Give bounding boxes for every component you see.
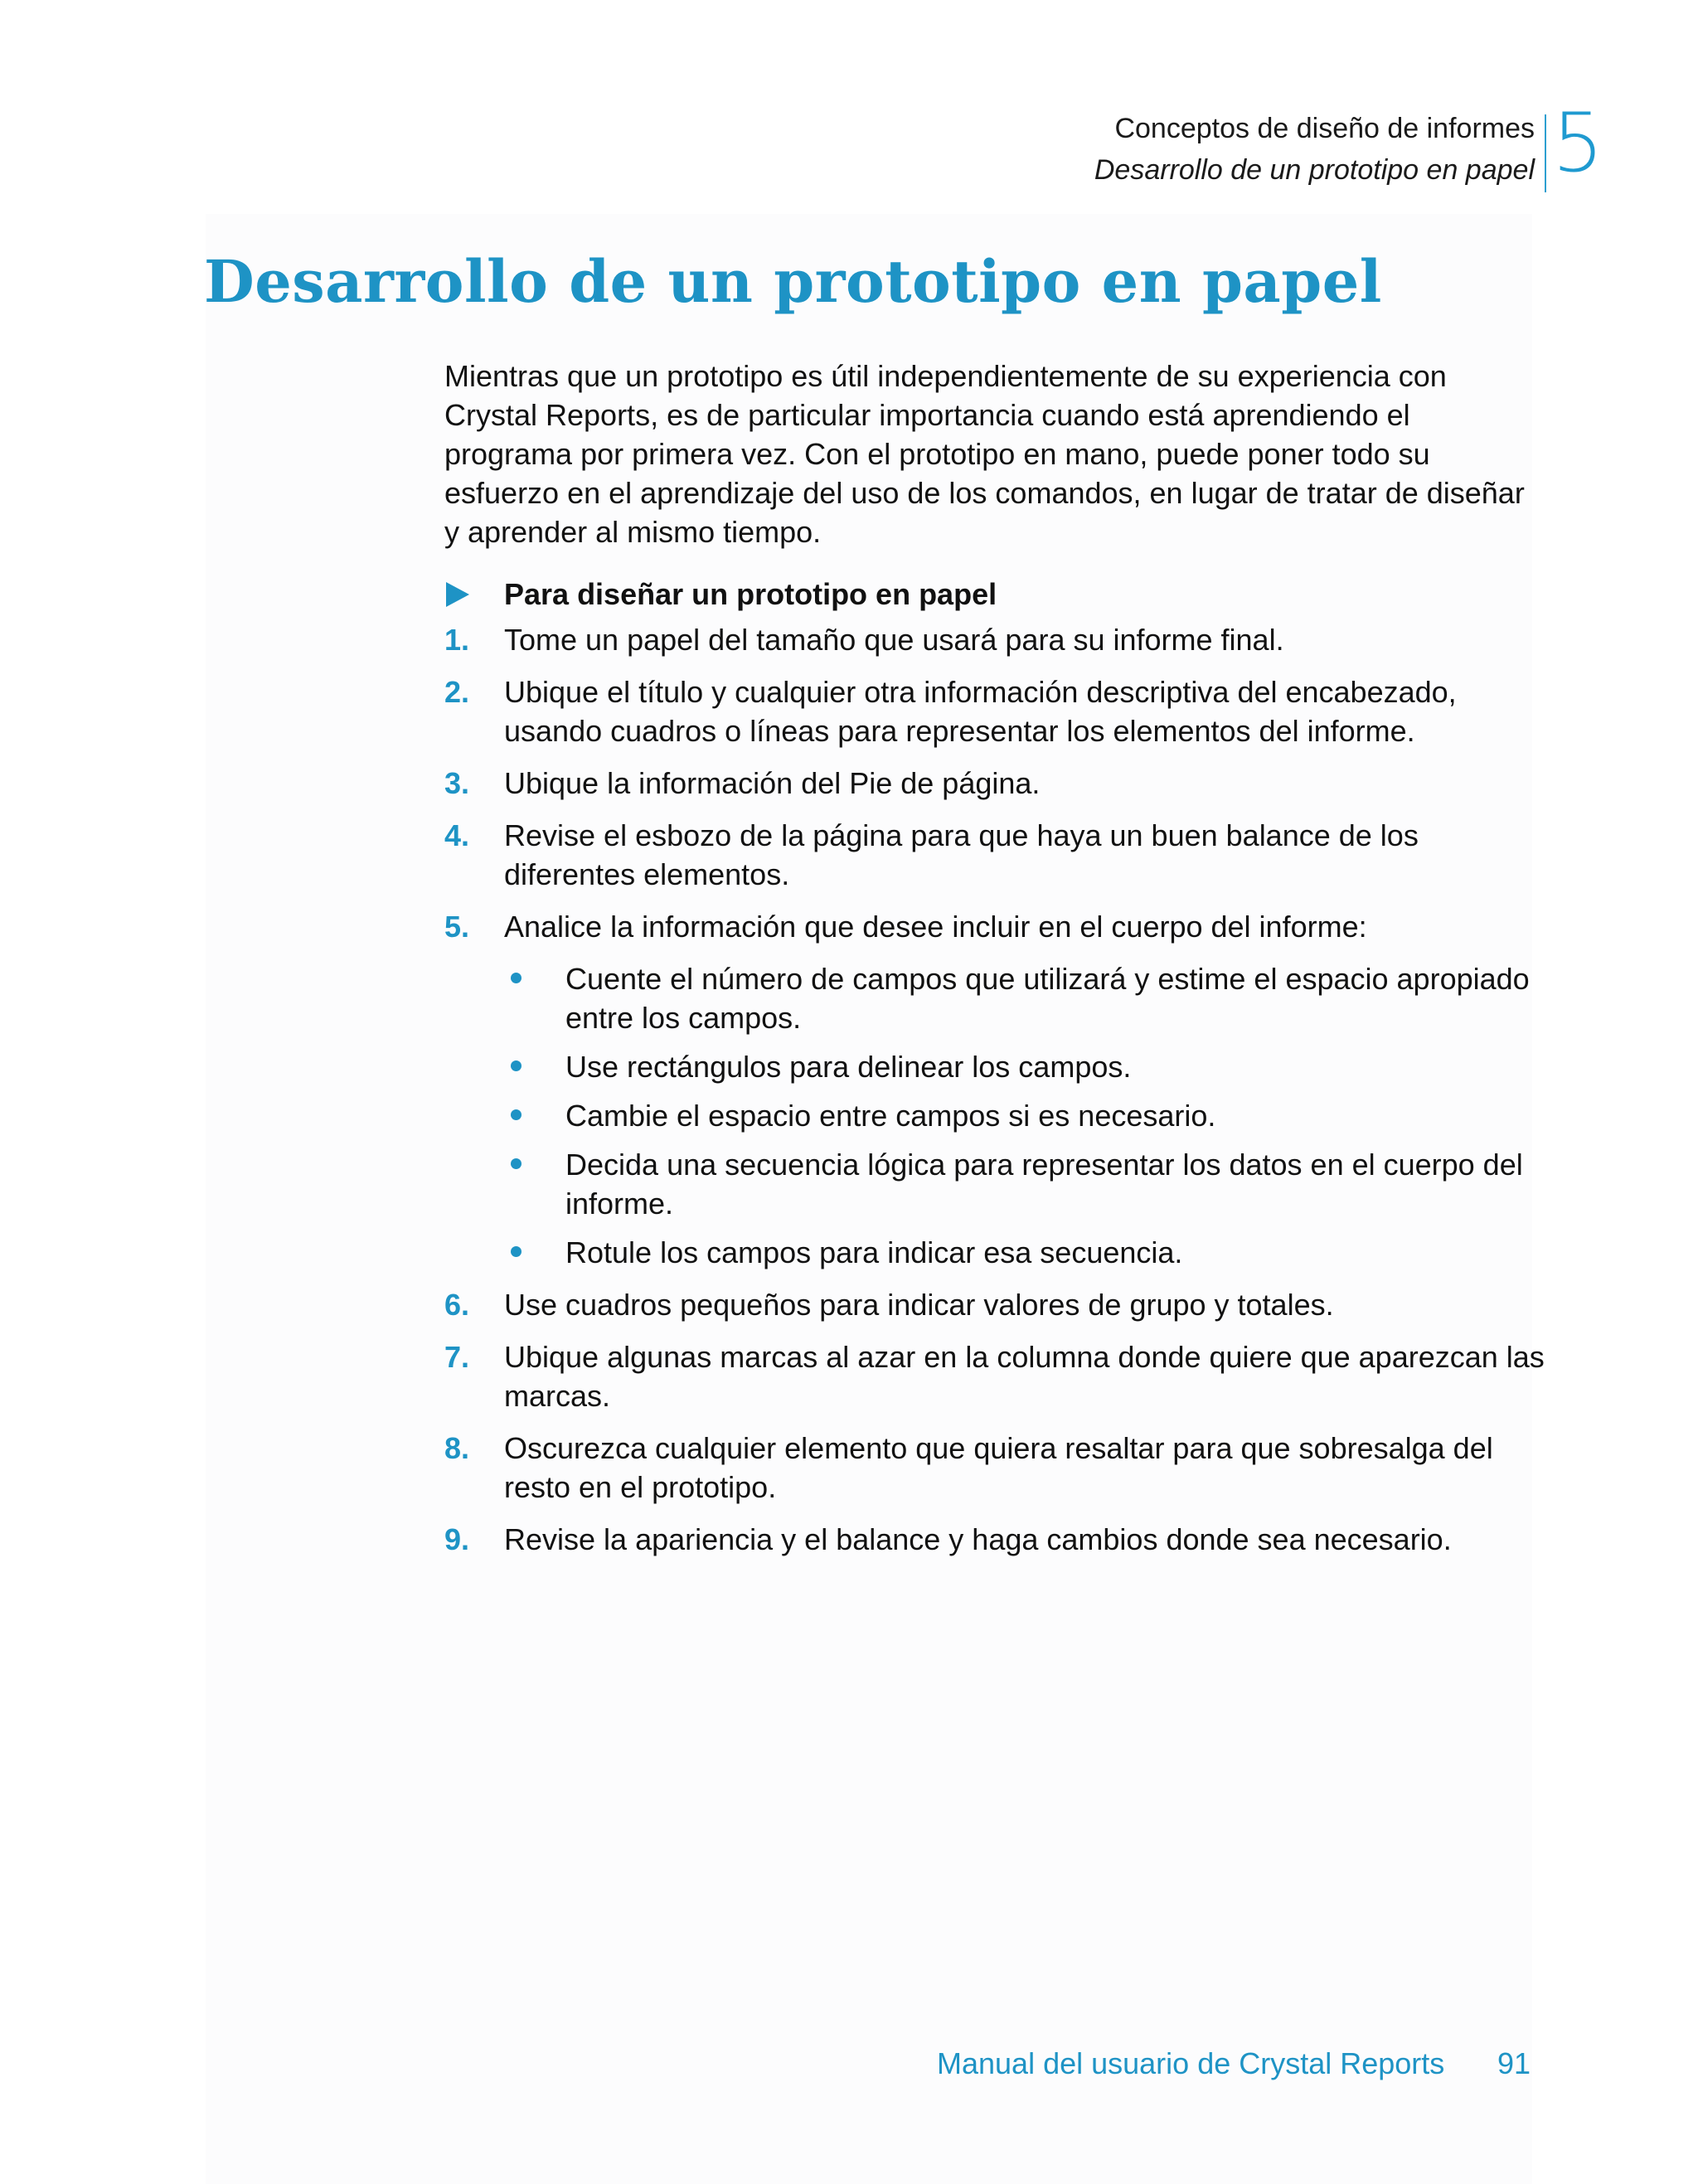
step-number: 1. (444, 623, 470, 657)
step-text: Revise la apariencia y el balance y haga cambios donde sea necesario. (504, 1522, 1452, 1556)
header-chapter-title: Conceptos de diseño de informes (1114, 113, 1535, 144)
step-item (444, 1520, 1547, 1559)
bullet-text: Cambie el espacio entre campos si es necesario. (565, 1099, 1216, 1133)
bullet-dot-icon (511, 1246, 522, 1257)
step-number: 6. (444, 1288, 470, 1322)
step-item (444, 764, 1547, 803)
step-item (444, 672, 1547, 750)
step-item (444, 1337, 1547, 1415)
step-item (444, 620, 1547, 659)
step-item (444, 907, 1547, 1272)
step-number: 7. (444, 1340, 470, 1374)
step-number: 9. (444, 1522, 470, 1556)
step-item (444, 816, 1547, 894)
running-header (1094, 108, 1535, 191)
bullet-item (504, 1145, 1547, 1223)
chapter-divider (1545, 114, 1546, 192)
step-number: 4. (444, 818, 470, 852)
chapter-number: 5 (1552, 96, 1604, 191)
step-text: Ubique algunas marcas al azar en la columna donde quiere que aparezcan las marcas. (504, 1340, 1545, 1413)
page-number: 91 (1497, 2046, 1531, 2080)
step-text: Use cuadros pequeños para indicar valores de grupo y totales. (504, 1288, 1334, 1322)
bullet-dot-icon (511, 973, 522, 983)
step-text: Analice la información que desee incluir en el cuerpo del informe: (504, 910, 1367, 944)
procedure (444, 574, 1547, 1572)
footer-manual-title: Manual del usuario de Crystal Reports (937, 2046, 1445, 2080)
bullet-item (504, 1233, 1547, 1272)
step-text: Revise el esbozo de la página para que haya un buen balance de los diferentes elementos. (504, 818, 1419, 891)
bullet-item (504, 1096, 1547, 1135)
step-text: Oscurezca cualquier elemento que quiera resaltar para que sobresalga del resto en el prototipo. (504, 1431, 1493, 1504)
step-number: 5. (444, 910, 470, 944)
procedure-title: Para diseñar un prototipo en papel (504, 577, 997, 611)
step-item (444, 1285, 1547, 1324)
bullet-dot-icon (511, 1109, 522, 1120)
step-list (444, 620, 1547, 1559)
step-number: 3. (444, 766, 470, 800)
bullet-text: Cuente el número de campos que utilizará y estime el espacio apropiado entre los campos. (565, 962, 1530, 1035)
page-title: Desarrollo de un prototipo en papel (204, 247, 1382, 316)
bullet-dot-icon (511, 1158, 522, 1169)
step-text: Tome un papel del tamaño que usará para su informe final. (504, 623, 1284, 657)
step-number: 2. (444, 675, 470, 709)
bullet-text: Decida una secuencia lógica para representar los datos en el cuerpo del informe. (565, 1148, 1523, 1221)
step-number: 8. (444, 1431, 470, 1465)
bullet-text: Use rectángulos para delinear los campos. (565, 1050, 1132, 1084)
bullet-text: Rotule los campos para indicar esa secuencia. (565, 1235, 1183, 1269)
step-text: Ubique el título y cualquier otra información descriptiva del encabezado, usando cuadros o líneas para representar los elementos del informe. (504, 675, 1457, 748)
header-section-title: Desarrollo de un prototipo en papel (1094, 154, 1535, 186)
bullet-list (504, 959, 1547, 1272)
intro-paragraph: Mientras que un prototipo es útil independientemente de su experiencia con Crystal Reports, es de particular importancia cuando está aprendiendo el programa por primera vez. Con el prototipo en mano, puede poner todo su esfuerzo en el aprendizaje del uso de los comandos, en lugar de tratar de diseñar y aprender al mismo tiempo. (444, 359, 1525, 549)
bullet-item (504, 959, 1547, 1037)
bullet-dot-icon (511, 1060, 522, 1071)
step-text: Ubique la información del Pie de página. (504, 766, 1041, 800)
procedure-arrow-icon (446, 582, 469, 607)
procedure-heading (444, 574, 1547, 615)
bullet-item (504, 1047, 1547, 1086)
step-item (444, 1429, 1547, 1507)
